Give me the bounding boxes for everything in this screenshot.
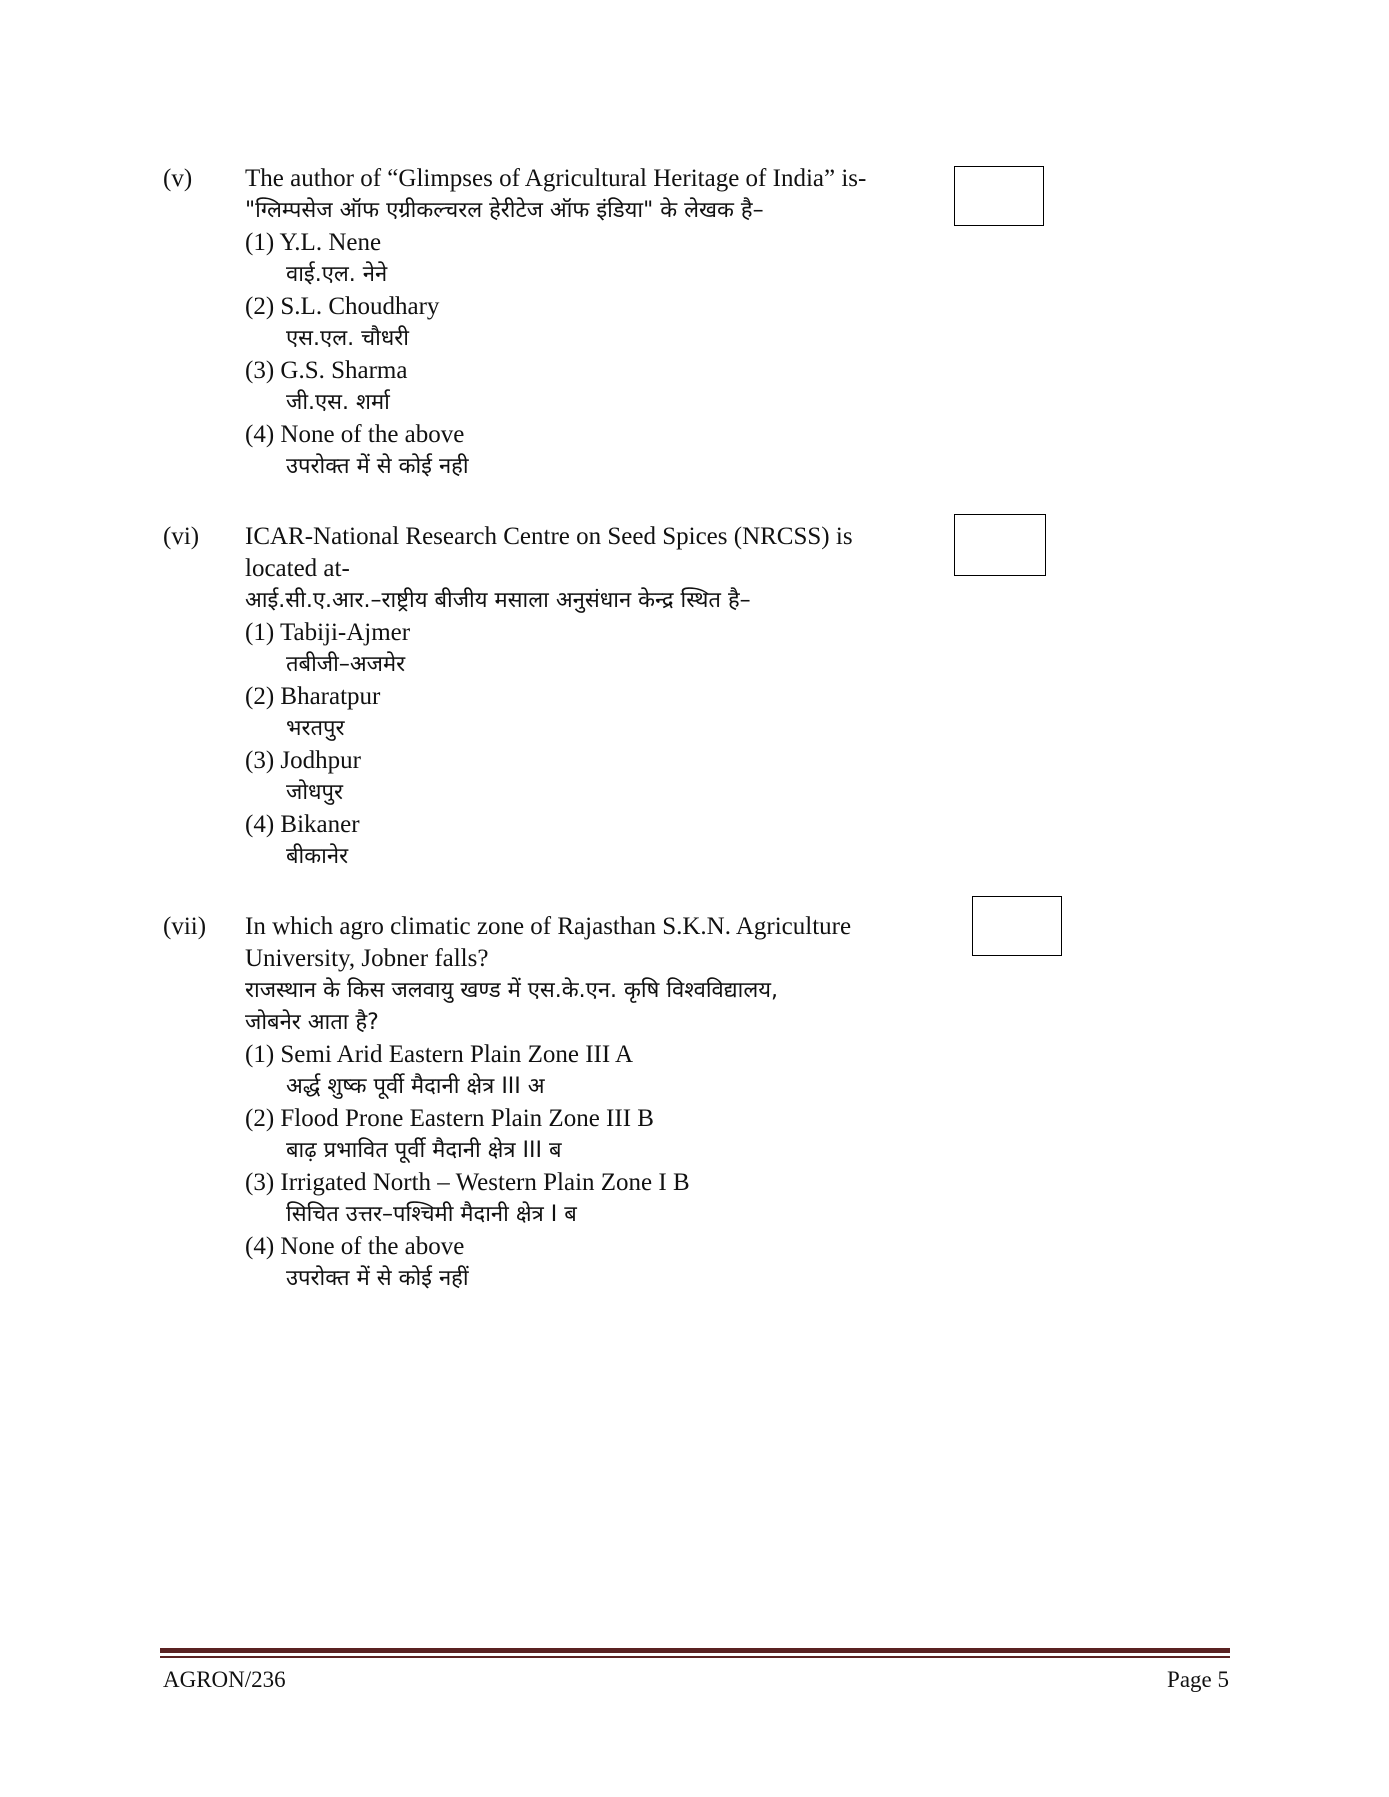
option-text-en: (4) None of the above bbox=[245, 421, 465, 448]
question-number: (vii) bbox=[163, 913, 207, 940]
option-2 bbox=[245, 291, 945, 355]
option-text-en: (2) Bharatpur bbox=[245, 683, 381, 710]
question-text-en: The author of “Glimpses of Agricultural Heritage of India” is- bbox=[245, 165, 867, 192]
footer-rule-thick bbox=[160, 1648, 1230, 1653]
page-number: Page 5 bbox=[1167, 1667, 1229, 1692]
option-3 bbox=[245, 1167, 945, 1231]
answer-box-vii[interactable] bbox=[972, 896, 1062, 956]
question-text-en: In which agro climatic zone of Rajasthan S.K.N. Agriculture bbox=[245, 913, 852, 940]
question-body bbox=[245, 911, 945, 1295]
question-text-en: University, Jobner falls? bbox=[245, 945, 489, 972]
option-1 bbox=[245, 617, 945, 681]
option-text-hi: एस.एल. चौधरी bbox=[286, 326, 409, 351]
option-text-en: (3) Irrigated North – Western Plain Zone I B bbox=[245, 1169, 690, 1196]
question-number: (v) bbox=[163, 165, 193, 192]
answer-box-v[interactable] bbox=[954, 166, 1044, 226]
option-text-hi: उपरोक्त में से कोई नहीं bbox=[286, 1266, 469, 1291]
question-text-hi: जोबनेर आता है? bbox=[245, 1010, 379, 1035]
answer-box-vi[interactable] bbox=[954, 514, 1046, 576]
option-text-hi: बीकानेर bbox=[286, 844, 349, 869]
option-text-en: (1) Tabiji-Ajmer bbox=[245, 619, 411, 646]
question-text-hi: "ग्लिम्पसेज ऑफ एग्रीकल्चरल हेरीटेज ऑफ इंडिया" के लेखक है– bbox=[245, 198, 764, 223]
option-text-hi: वाई.एल. नेने bbox=[286, 262, 388, 287]
option-3 bbox=[245, 745, 945, 809]
option-text-en: (3) G.S. Sharma bbox=[245, 357, 408, 384]
option-3 bbox=[245, 355, 945, 419]
option-text-en: (2) S.L. Choudhary bbox=[245, 293, 440, 320]
option-2 bbox=[245, 681, 945, 745]
question-number: (vi) bbox=[163, 523, 200, 550]
option-4 bbox=[245, 419, 945, 483]
question-text-hi: राजस्थान के किस जलवायु खण्ड में एस.के.एन. कृषि विश्वविद्यालय, bbox=[245, 978, 778, 1003]
option-text-hi: सिचित उत्तर–पश्चिमी मैदानी क्षेत्र I ब bbox=[286, 1202, 577, 1227]
option-4 bbox=[245, 809, 945, 873]
question-body bbox=[245, 521, 945, 873]
question-text-en: ICAR-National Research Centre on Seed Spices (NRCSS) is bbox=[245, 523, 853, 550]
question-text-hi: आई.सी.ए.आर.–राष्ट्रीय बीजीय मसाला अनुसंधान केन्द्र स्थित है– bbox=[245, 588, 751, 613]
option-1 bbox=[245, 227, 945, 291]
option-text-hi: जी.एस. शर्मा bbox=[286, 390, 390, 415]
option-text-en: (1) Semi Arid Eastern Plain Zone III A bbox=[245, 1041, 634, 1068]
question-text-en: located at- bbox=[245, 555, 350, 582]
option-text-hi: बाढ़ प्रभावित पूर्वी मैदानी क्षेत्र III ब bbox=[286, 1138, 562, 1163]
option-text-en: (2) Flood Prone Eastern Plain Zone III B bbox=[245, 1105, 654, 1132]
paper-code: AGRON/236 bbox=[163, 1667, 286, 1692]
option-text-en: (4) None of the above bbox=[245, 1233, 465, 1260]
footer-rule-thin bbox=[160, 1656, 1230, 1658]
option-2 bbox=[245, 1103, 945, 1167]
option-text-hi: भरतपुर bbox=[286, 716, 345, 741]
option-text-en: (3) Jodhpur bbox=[245, 747, 361, 774]
question-body bbox=[245, 163, 945, 483]
option-text-hi: जोधपुर bbox=[286, 780, 344, 805]
option-text-hi: उपरोक्त में से कोई नही bbox=[286, 454, 469, 479]
option-4 bbox=[245, 1231, 945, 1295]
option-text-hi: अर्द्ध शुष्क पूर्वी मैदानी क्षेत्र III अ bbox=[286, 1074, 545, 1099]
option-1 bbox=[245, 1039, 945, 1103]
option-text-en: (4) Bikaner bbox=[245, 811, 360, 838]
option-text-hi: तबीजी–अजमेर bbox=[286, 652, 406, 677]
option-text-en: (1) Y.L. Nene bbox=[245, 229, 382, 256]
